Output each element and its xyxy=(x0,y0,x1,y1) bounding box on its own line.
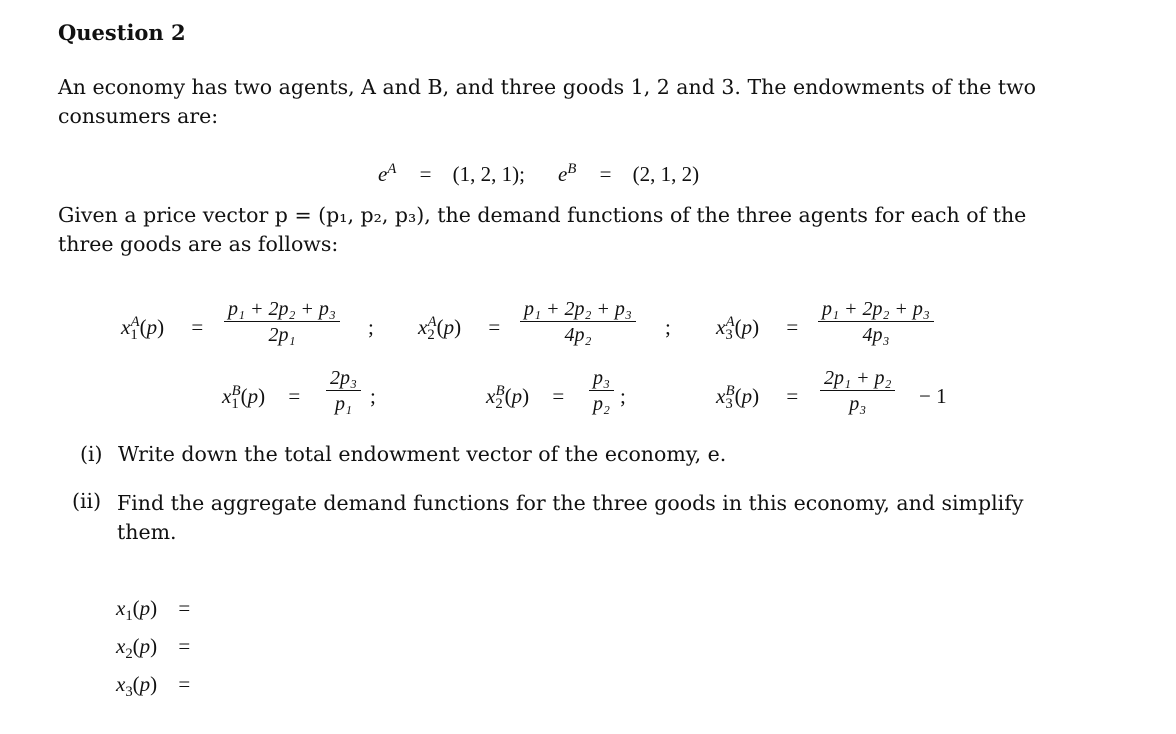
endowment-A: $e^A = (1$, 2, 1); xyxy=(378,161,525,186)
demand-B2-denominator: p₂ xyxy=(593,393,610,415)
demand-A2-suffix: ; xyxy=(665,315,671,339)
aggregate-x2: $x_2(p)$ = xyxy=(116,634,191,663)
demand-A3-numerator: p₁ + 2p₂ + p₃ xyxy=(822,298,930,320)
demand-A1-numerator: p₁ + 2p₂ + p₃ xyxy=(228,298,336,320)
demand-A1-suffix: ; xyxy=(368,315,374,339)
demand-B3-denominator: p₃ xyxy=(849,393,867,415)
given-paragraph: Given a price vector p = (p₁, p₂, p₃), the demand functions of the three agents for each of the three goods are as follows: xyxy=(58,203,1027,256)
endowment-A-symbol: e xyxy=(378,162,388,186)
demand-B2-lhs: $x_2^B(p)$ = xyxy=(486,383,565,413)
aggregate-x1: $x_1(p)$ = xyxy=(116,596,191,625)
demand-B3-fraction xyxy=(820,366,895,417)
demand-A1-fraction xyxy=(224,297,340,348)
endowment-A-value: (1, 2, 1); xyxy=(452,162,525,186)
question-heading: Question 2 xyxy=(58,20,186,45)
demand-A3-denominator: 4p₃ xyxy=(862,324,890,346)
demand-A2-lhs: $x_2^A(p)$ = xyxy=(418,314,501,344)
demand-B1-lhs: $x_1^B(p)$ = xyxy=(222,383,301,413)
demand-B1-denominator: p₁ xyxy=(335,393,352,415)
aggregate-x1-sub: 1 xyxy=(125,608,133,625)
demand-A3-lhs: $x_3^A(p)$ = xyxy=(716,314,799,344)
demand-A3-fraction xyxy=(818,297,934,348)
demand-B1-fraction xyxy=(326,366,361,417)
demand-B2-numerator: p₃ xyxy=(593,367,610,389)
intro-paragraph: An economy has two agents, A and B, and three goods 1, 2 and 3. The endowments of the two consumers are: xyxy=(58,75,1037,128)
demand-A2-denominator: 4p₂ xyxy=(564,324,592,346)
endowment-A-superscript: A xyxy=(387,161,397,177)
demand-B3-numerator: 2p₁ + p₂ xyxy=(824,367,892,389)
item-ii-text: Find the aggregate demand functions for the three goods in this economy, and simplify them. xyxy=(117,491,1024,544)
demand-B3-lhs: $x_3^B(p)$ = xyxy=(716,383,799,413)
item-i-text: Write down the total endowment vector of the economy, e. xyxy=(118,442,727,466)
demand-A2-fraction xyxy=(520,297,636,348)
demand-A2-numerator: p₁ + 2p₂ + p₃ xyxy=(524,298,632,320)
demand-B2-suffix: ; xyxy=(620,384,626,408)
endowment-B-symbol: e xyxy=(558,162,568,186)
demand-B3-suffix: − 1 xyxy=(919,384,947,408)
aggregate-x3: $x_3(p)$ = xyxy=(116,672,191,701)
demand-B2-fraction xyxy=(589,366,614,417)
demand-B1-numerator: 2p₃ xyxy=(330,367,357,389)
endowment-B-superscript: B xyxy=(567,161,577,177)
aggregate-x2-sub: 2 xyxy=(125,646,133,663)
demand-B1-suffix: ; xyxy=(370,384,376,408)
endowment-B-value: (2, 1, 2) xyxy=(632,162,700,186)
item-ii-label: (ii) xyxy=(72,489,102,513)
aggregate-x3-sub: 3 xyxy=(125,684,133,701)
demand-A1-denominator: 2p₁ xyxy=(268,324,296,346)
item-i-label: (i) xyxy=(80,442,103,466)
endowment-B: $e^B = (2$, 1, 2) xyxy=(558,161,700,186)
demand-A1-lhs: $x_1^A(p)$ = xyxy=(121,314,204,344)
